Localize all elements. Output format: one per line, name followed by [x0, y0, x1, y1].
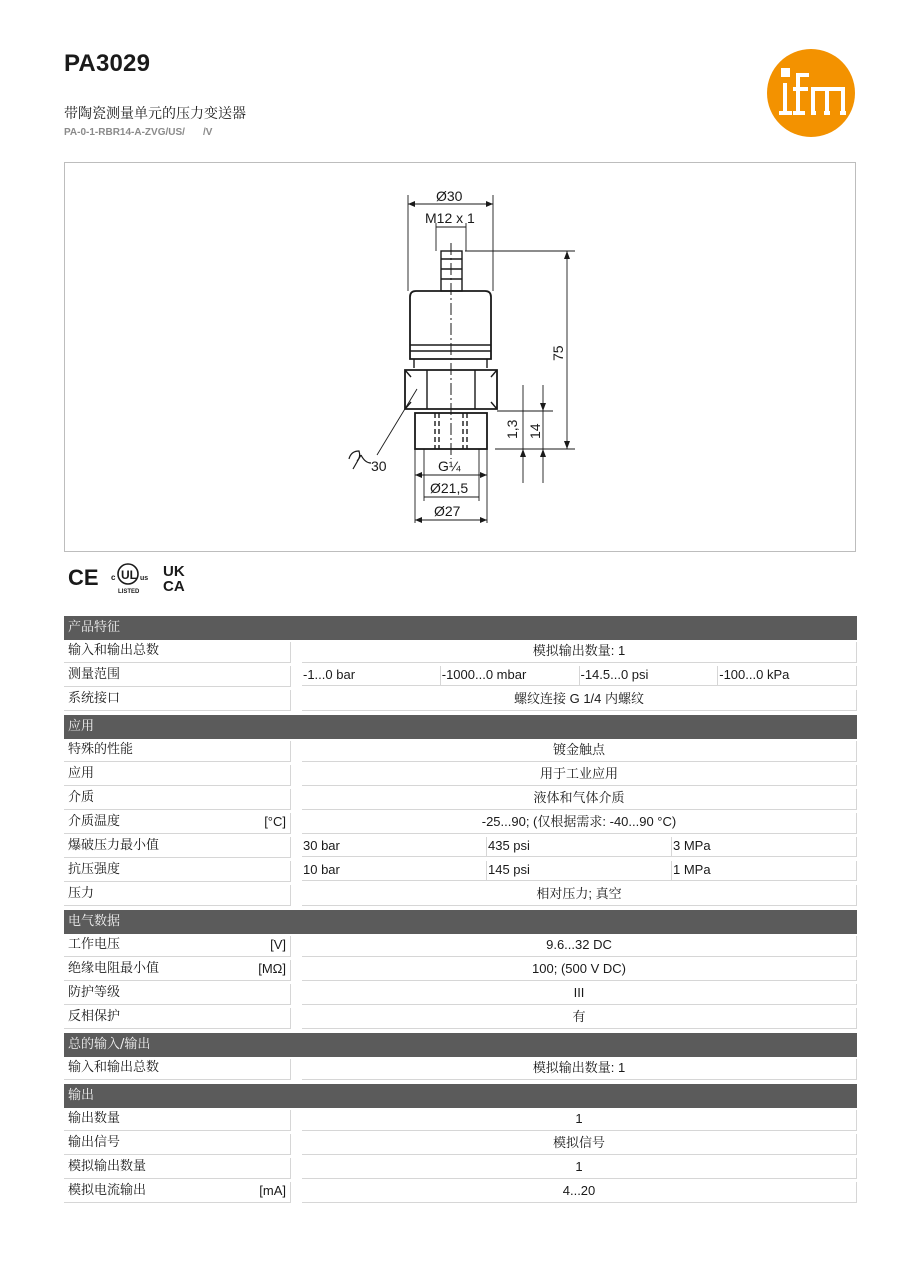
row-label-text: 压力 — [68, 886, 95, 901]
row-label — [64, 1008, 291, 1029]
row-label — [64, 960, 291, 981]
row-value: 9.6...32 DC — [302, 936, 857, 957]
row-value: 4...20 — [302, 1182, 857, 1203]
row-label-text: 输出数量 — [68, 1111, 121, 1126]
ul-c: c — [111, 573, 116, 582]
order-code-part-2: /V — [202, 127, 213, 138]
dim-thread: G¼ — [438, 458, 461, 474]
table-row — [64, 1006, 857, 1030]
table-row — [64, 763, 857, 787]
table-row — [64, 934, 857, 958]
table-row — [64, 1057, 857, 1081]
table-row — [64, 811, 857, 835]
dim-diameter-27: Ø27 — [434, 503, 461, 519]
row-label — [64, 789, 291, 810]
certification-marks — [68, 560, 198, 596]
dim-diameter-21-5: Ø21,5 — [430, 480, 469, 496]
row-label-text: 抗压强度 — [68, 862, 121, 877]
table-row — [64, 859, 857, 883]
table-row — [64, 958, 857, 982]
table-row — [64, 1180, 857, 1204]
row-label-text: 反相保护 — [68, 1009, 121, 1024]
row-label — [64, 1134, 291, 1155]
row-value-cell: -1...0 bar — [302, 666, 441, 686]
ul-mark-icon: UL — [121, 568, 137, 582]
product-title: PA3029 — [64, 50, 151, 77]
section-header: 总的输入/输出 — [64, 1033, 857, 1057]
row-value: 模拟输出数量: 1 — [302, 1059, 857, 1080]
ul-us: us — [140, 575, 149, 582]
row-label-text: 介质 — [68, 790, 95, 805]
row-label-text: 特殊的性能 — [68, 742, 134, 757]
row-value-cell: 1 MPa — [672, 861, 857, 881]
row-label-text: 输出信号 — [68, 1135, 121, 1150]
ce-mark: CE — [68, 565, 99, 590]
row-value-cell: -100...0 kPa — [718, 666, 857, 686]
section-header: 应用 — [64, 715, 857, 739]
row-value: 用于工业应用 — [302, 765, 857, 786]
row-value-cell: -1000...0 mbar — [441, 666, 580, 686]
row-value: 1 — [302, 1158, 857, 1179]
row-unit: [°C] — [264, 814, 286, 829]
table-row — [64, 835, 857, 859]
row-unit: [mA] — [259, 1183, 286, 1198]
row-label — [64, 936, 291, 957]
row-label — [64, 1110, 291, 1131]
dimension-drawing — [64, 162, 856, 552]
table-row — [64, 640, 857, 664]
row-value: 模拟信号 — [302, 1134, 857, 1155]
row-label — [64, 642, 291, 663]
table-row — [64, 982, 857, 1006]
row-label-text: 模拟输出数量 — [68, 1159, 147, 1174]
row-label — [64, 690, 291, 711]
table-row — [64, 787, 857, 811]
row-label — [64, 984, 291, 1005]
row-value: 镀金触点 — [302, 741, 857, 762]
row-value-cells — [302, 861, 857, 881]
row-value-cell: -14.5...0 psi — [580, 666, 719, 686]
row-label — [64, 666, 291, 687]
row-label-text: 输入和输出总数 — [68, 643, 160, 658]
order-code-part-1: PA-0-1-RBR14-A-ZVG/US/ — [64, 127, 185, 138]
dim-75: 75 — [550, 345, 566, 361]
row-value: 100; (500 V DC) — [302, 960, 857, 981]
row-label-text: 模拟电流输出 — [68, 1183, 147, 1198]
row-label — [64, 813, 291, 834]
row-label — [64, 1182, 291, 1203]
row-label-text: 介质温度 — [68, 814, 121, 829]
row-label-text: 工作电压 — [68, 937, 121, 952]
row-label — [64, 861, 291, 882]
product-subtitle: 带陶瓷测量单元的压力变送器 — [64, 106, 246, 122]
row-label — [64, 1059, 291, 1080]
row-label — [64, 885, 291, 906]
dim-diameter-30: Ø30 — [436, 188, 463, 204]
row-value-cell: 145 psi — [487, 861, 672, 881]
row-value-cell: 10 bar — [302, 861, 487, 881]
row-value: 1 — [302, 1110, 857, 1131]
row-value: 模拟输出数量: 1 — [302, 642, 857, 663]
table-row — [64, 883, 857, 907]
row-value-cell: 3 MPa — [672, 837, 857, 857]
table-row — [64, 688, 857, 712]
row-label-text: 应用 — [68, 766, 95, 781]
row-value-cells — [302, 837, 857, 857]
row-value: 有 — [302, 1008, 857, 1029]
ukca-bottom: CA — [163, 578, 185, 595]
table-row — [64, 1132, 857, 1156]
row-label-text: 输入和输出总数 — [68, 1060, 160, 1075]
dim-wrench-30: 30 — [371, 458, 387, 474]
dim-14: 14 — [527, 423, 543, 439]
row-value: 相对压力; 真空 — [302, 885, 857, 906]
table-row — [64, 664, 857, 688]
dimension-drawing-svg — [65, 163, 857, 553]
row-label — [64, 765, 291, 786]
ifm-logo — [765, 47, 857, 139]
row-label-text: 绝缘电阻最小值 — [68, 961, 160, 976]
dim-1-3: 1,3 — [504, 419, 520, 439]
row-label-text: 系统接口 — [68, 691, 121, 706]
row-value-cell: 435 psi — [487, 837, 672, 857]
row-value: -25...90; (仅根据需求: -40...90 °C) — [302, 813, 857, 834]
table-row — [64, 1108, 857, 1132]
spec-table — [64, 616, 857, 1204]
row-value: III — [302, 984, 857, 1005]
section-header: 产品特征 — [64, 616, 857, 640]
table-row — [64, 1156, 857, 1180]
row-unit: [V] — [270, 937, 286, 952]
dim-m12: M12 x 1 — [425, 210, 475, 226]
row-value-cells — [302, 666, 857, 686]
row-label-text: 防护等级 — [68, 985, 121, 1000]
row-value: 液体和气体介质 — [302, 789, 857, 810]
row-value-cell: 30 bar — [302, 837, 487, 857]
row-label — [64, 837, 291, 858]
row-label — [64, 1158, 291, 1179]
section-header: 输出 — [64, 1084, 857, 1108]
order-code — [64, 127, 212, 138]
section-header: 电气数据 — [64, 910, 857, 934]
table-row — [64, 739, 857, 763]
ul-listed: LISTED — [118, 589, 140, 595]
row-label-text: 爆破压力最小值 — [68, 838, 160, 853]
row-unit: [MΩ] — [258, 961, 286, 976]
row-label-text: 测量范围 — [68, 667, 121, 682]
row-value: 螺纹连接 G 1/4 内螺纹 — [302, 690, 857, 711]
ukca-top: UK — [163, 563, 185, 580]
row-label — [64, 741, 291, 762]
